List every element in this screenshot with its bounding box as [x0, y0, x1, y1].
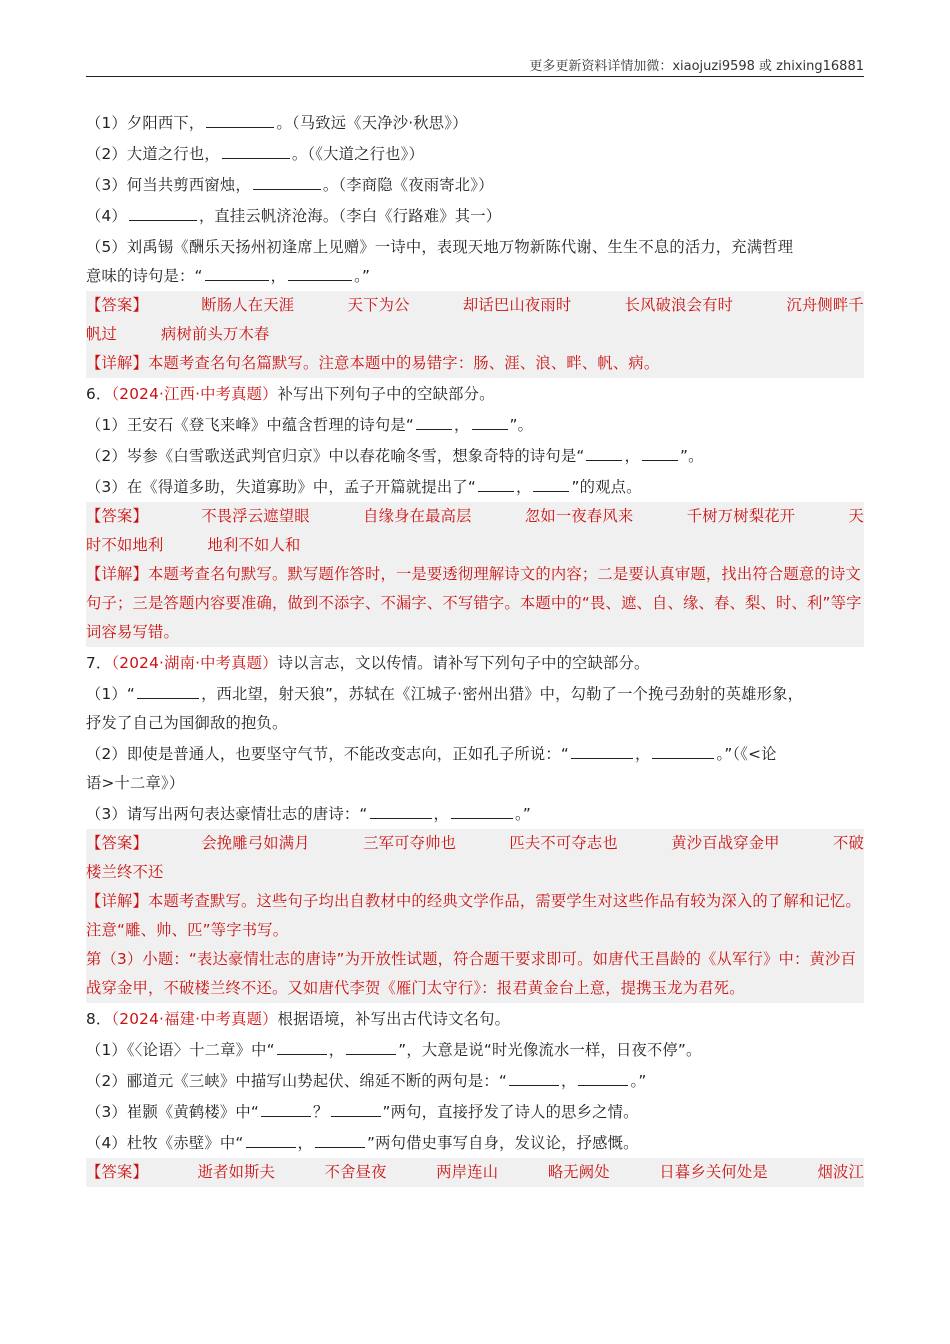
q7-answer-box	[86, 829, 864, 1003]
q5-line-1: （1）夕阳西下， 。（马致远《天净沙·秋思》）	[86, 114, 468, 132]
answer-item: 沉舟侧畔千	[786, 296, 864, 314]
answer-item: 逝者如斯夫	[197, 1163, 276, 1181]
question-source: （2024·湖南·中考真题）	[111, 654, 278, 672]
q7-answer-line-1	[86, 829, 864, 858]
answer-item: 忽如一夜春风来	[524, 507, 634, 525]
q6-line-1: （1）王安石《登飞来峰》中蕴含哲理的诗句是“ ， ”。	[86, 416, 534, 434]
answer-item: 断肠人在天涯	[201, 296, 295, 314]
answer-label: 【答案】	[86, 507, 148, 525]
answer-item: 黄沙百战穿金甲	[671, 834, 780, 852]
answer-label: 【答案】	[86, 1163, 148, 1181]
q7-line-2b: 语>十二章》）	[86, 774, 185, 792]
answer-item: 不破	[833, 834, 864, 852]
q5-line-5b: 意味的诗句是：“ ， 。”	[86, 267, 371, 285]
q5-detail: 【详解】本题考查名句名篇默写。注意本题中的易错字：肠、涯、浪、畔、帆、病。	[86, 354, 660, 372]
answer-label: 【答案】	[86, 834, 148, 852]
q8-line-1: （1）《〈论语〉十二章》中“ ， ”，大意是说“时光像流水一样，日夜不停”。	[86, 1041, 702, 1059]
q8-line-3: （3）崔颢《黄鹤楼》中“ ？ ”两句，直接抒发了诗人的思乡之情。	[86, 1103, 639, 1121]
answer-item: 天	[848, 507, 864, 525]
answer-item: 不畏浮云遮望眼	[201, 507, 310, 525]
q5-line-2: （2）大道之行也， 。（《大道之行也》）	[86, 145, 424, 163]
q6-line-2: （2）岑参《白雪歌送武判官归京》中以春花喻冬雪，想象奇特的诗句是“ ， ”。	[86, 447, 704, 465]
answer-item: 长风破浪会有时	[624, 296, 734, 314]
header-rule	[86, 76, 864, 77]
answer-item: 匹夫不可夺志也	[509, 834, 618, 852]
question-number: 6．	[86, 385, 112, 403]
question-source: （2024·江西·中考真题）	[111, 385, 278, 403]
answer-item: 天下为公	[347, 296, 410, 314]
q7-line-2: （2）即使是普通人，也要坚守气节，不能改变志向，正如孔子所说：“ ， 。”（《<论	[86, 745, 777, 763]
q5-answer-line-1	[86, 291, 864, 320]
q6-answer-line-1	[86, 502, 864, 531]
q5-line-4: （4） ，直挂云帆济沧海。（李白《行路难》其一）	[86, 207, 502, 225]
q8-answer-line-1	[86, 1158, 864, 1187]
q6-stem: 6．（2024·江西·中考真题）补写出下列句子中的空缺部分。	[86, 385, 495, 403]
answer-item: 自缘身在最高层	[363, 507, 472, 525]
q6-detail: 【详解】本题考查名句默写。默写题作答时，一是要透彻理解诗文的内容；二是要认真审题，找出符合题意的诗文句子；三是答题内容要准确，做到不添字、不漏字、不写错字。本题中的“畏、遮、自、缘、春、梨、时、利”等字词容易写错。	[86, 565, 862, 641]
q5-answer-line-2: 帆过 病树前头万木春	[86, 325, 270, 343]
q5-line-5a: （5）刘禹锡《酬乐天扬州初逢席上见赠》一诗中，表现天地万物新陈代谢、生生不息的活力，充满哲理	[86, 238, 794, 256]
q7-answer-line-2: 楼兰终不还	[86, 863, 164, 881]
content	[86, 109, 864, 1187]
q7-line-3: （3）请写出两句表达豪情壮志的唐诗：“ ， 。”	[86, 805, 531, 823]
question-number: 7．	[86, 654, 112, 672]
q8-line-2: （2）郦道元《三峡》中描写山势起伏、绵延不断的两句是：“ ， 。”	[86, 1072, 647, 1090]
answer-item: 日暮乡关何处是	[659, 1163, 768, 1181]
q5-answer-box	[86, 291, 864, 378]
answer-label: 【答案】	[86, 296, 148, 314]
q7-line-1b: 抒发了自己为国御敌的抱负。	[86, 714, 288, 732]
q7-stem: 7．（2024·湖南·中考真题）诗以言志，文以传情。请补写下列句子中的空缺部分。	[86, 654, 650, 672]
answer-item: 略无阙处	[547, 1163, 610, 1181]
answer-item: 烟波江	[817, 1163, 864, 1181]
answer-item: 却话巴山夜雨时	[462, 296, 572, 314]
q6-answer-line-2: 时不如地利 地利不如人和	[86, 536, 301, 554]
answer-item: 两岸连山	[436, 1163, 499, 1181]
q7-line-1: （1）“ ，西北望，射天狼”，苏轼在《江城子·密州出猎》中，勾勒了一个挽弓劲射的英雄形象，	[86, 685, 804, 703]
answer-item: 会挽雕弓如满月	[201, 834, 310, 852]
q7-note: 第（3）小题：“表达豪情壮志的唐诗”为开放性试题，符合题干要求即可。如唐代王昌龄的《从军行》中：黄沙百战穿金甲，不破楼兰终不还。又如唐代李贺《雁门太守行》：报君黄金台上意，提携玉龙为君死。	[86, 950, 857, 997]
q5-line-3: （3）何当共剪西窗烛， 。（李商隐《夜雨寄北》）	[86, 176, 494, 194]
question-source: （2024·福建·中考真题）	[111, 1010, 278, 1028]
q8-answer-box	[86, 1158, 864, 1187]
q8-stem: 8．（2024·福建·中考真题）根据语境，补写出古代诗文名句。	[86, 1010, 511, 1028]
answer-item: 三军可夺帅也	[363, 834, 457, 852]
q6-answer-box	[86, 502, 864, 647]
q7-detail: 【详解】本题考查默写。这些句子均出自教材中的经典文学作品，需要学生对这些作品有较为深入的了解和记忆。注意“雕、帅、匹”等字书写。	[86, 892, 861, 939]
answer-item: 千树万树梨花开	[686, 507, 796, 525]
answer-item: 不舍昼夜	[324, 1163, 387, 1181]
question-number: 8．	[86, 1010, 112, 1028]
q8-line-4: （4）杜牧《赤壁》中“ ， ”两句借史事写自身，发议论，抒感慨。	[86, 1134, 639, 1152]
q6-line-3: （3）在《得道多助，失道寡助》中，孟子开篇就提出了“ ， ”的观点。	[86, 478, 642, 496]
page-header: 更多更新资料详情加微：xiaojuzi9598 或 zhixing16881	[529, 59, 864, 74]
